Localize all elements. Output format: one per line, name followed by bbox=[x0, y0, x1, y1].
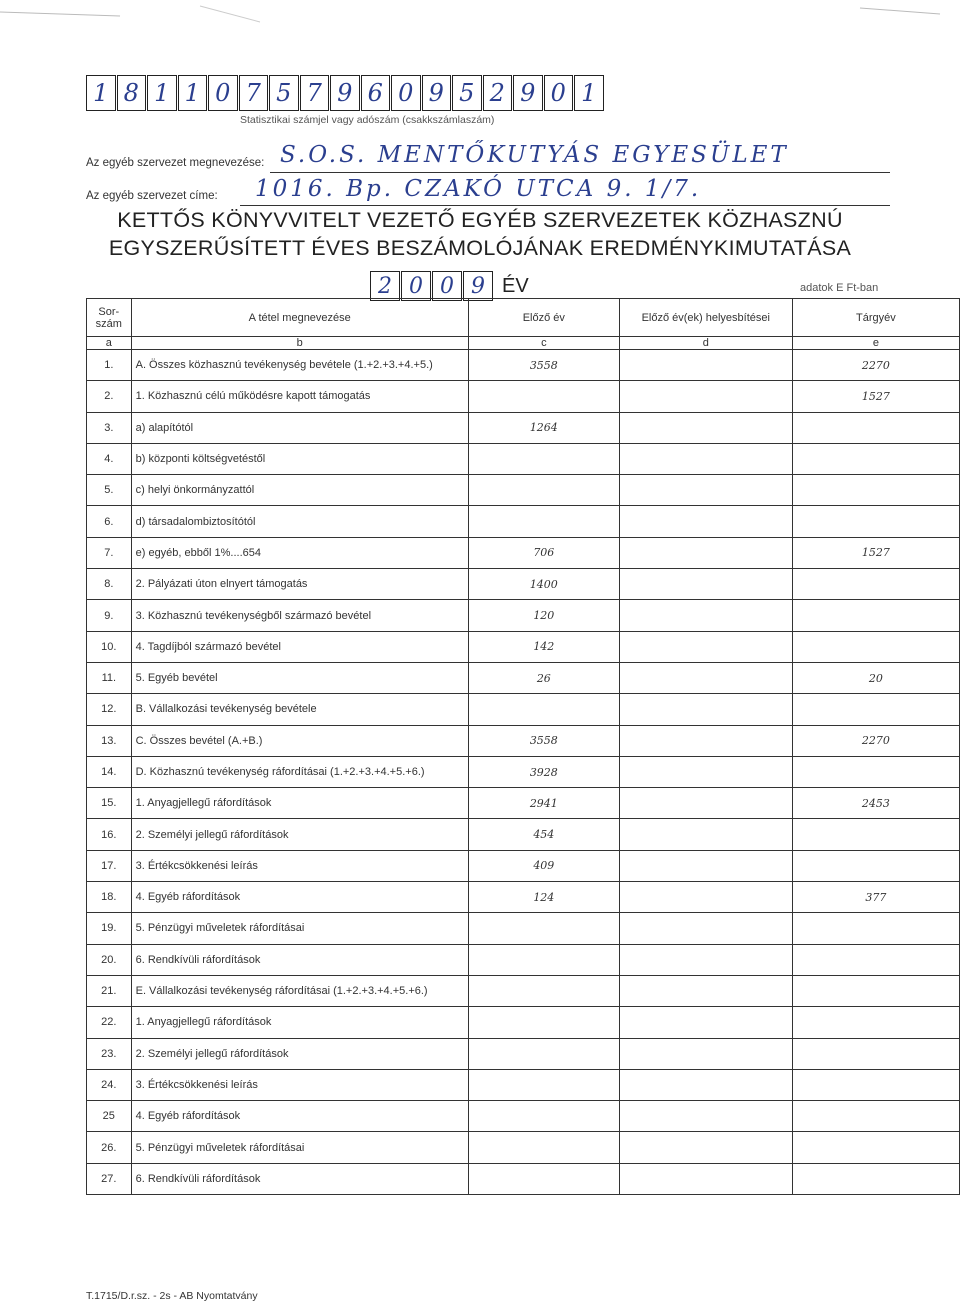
row-number: 8. bbox=[87, 569, 132, 600]
cell-correction[interactable] bbox=[619, 850, 792, 881]
cell-current-year[interactable] bbox=[792, 443, 959, 474]
table-row bbox=[87, 725, 960, 756]
table-row bbox=[87, 819, 960, 850]
cell-prev-year[interactable]: 2941 bbox=[468, 788, 619, 819]
cell-prev-year[interactable] bbox=[468, 913, 619, 944]
stat-id-digit[interactable]: 0 bbox=[544, 75, 574, 111]
table-row bbox=[87, 569, 960, 600]
year-digit[interactable]: 0 bbox=[432, 271, 462, 301]
table-row bbox=[87, 412, 960, 443]
row-label: 3. Közhasznú tevékenységből származó bevétel bbox=[131, 600, 468, 631]
cell-correction[interactable] bbox=[619, 381, 792, 412]
cell-correction[interactable] bbox=[619, 1007, 792, 1038]
table-row bbox=[87, 381, 960, 412]
row-number: 14. bbox=[87, 756, 132, 787]
table-row bbox=[87, 631, 960, 662]
table-row bbox=[87, 882, 960, 913]
cell-correction[interactable] bbox=[619, 944, 792, 975]
col-header-helyesbites: Előző év(ek) helyesbítései bbox=[619, 299, 792, 337]
row-number: 1. bbox=[87, 350, 132, 381]
cell-prev-year[interactable]: 706 bbox=[468, 537, 619, 568]
row-label: 5. Pénzügyi műveletek ráfordításai bbox=[131, 913, 468, 944]
stat-id-digit[interactable]: 1 bbox=[86, 75, 116, 111]
cell-current-year[interactable] bbox=[792, 631, 959, 662]
stat-id-digit[interactable]: 8 bbox=[117, 75, 147, 111]
org-name-line bbox=[270, 172, 890, 173]
col-letter-c: c bbox=[468, 337, 619, 350]
cell-correction[interactable] bbox=[619, 443, 792, 474]
table-row bbox=[87, 913, 960, 944]
cell-prev-year[interactable]: 3558 bbox=[468, 725, 619, 756]
stat-id-digit[interactable]: 6 bbox=[361, 75, 391, 111]
row-label: 2. Személyi jellegű ráfordítások bbox=[131, 819, 468, 850]
cell-prev-year[interactable] bbox=[468, 1163, 619, 1194]
row-number: 5. bbox=[87, 475, 132, 506]
stat-id-digit[interactable]: 9 bbox=[330, 75, 360, 111]
cell-prev-year[interactable] bbox=[468, 1101, 619, 1132]
cell-correction[interactable] bbox=[619, 662, 792, 693]
col-letter-b: b bbox=[131, 337, 468, 350]
stat-id-boxes bbox=[86, 75, 605, 111]
cell-correction[interactable] bbox=[619, 1101, 792, 1132]
cell-current-year[interactable]: 2453 bbox=[792, 788, 959, 819]
table-row bbox=[87, 1101, 960, 1132]
cell-correction[interactable] bbox=[619, 788, 792, 819]
cell-prev-year[interactable]: 1264 bbox=[468, 412, 619, 443]
col-header-elozo: Előző év bbox=[468, 299, 619, 337]
unit-note: adatok E Ft-ban bbox=[800, 282, 879, 294]
cell-prev-year[interactable] bbox=[468, 975, 619, 1006]
cell-current-year[interactable] bbox=[792, 850, 959, 881]
table-row bbox=[87, 694, 960, 725]
row-label: C. Összes bevétel (A.+B.) bbox=[131, 725, 468, 756]
cell-prev-year[interactable] bbox=[468, 1038, 619, 1069]
table-row bbox=[87, 975, 960, 1006]
row-number: 2. bbox=[87, 381, 132, 412]
cell-prev-year[interactable]: 3558 bbox=[468, 350, 619, 381]
cell-correction[interactable] bbox=[619, 756, 792, 787]
cell-correction[interactable] bbox=[619, 600, 792, 631]
row-number: 21. bbox=[87, 975, 132, 1006]
table-row bbox=[87, 1069, 960, 1100]
org-address-label: Az egyéb szervezet címe: bbox=[86, 190, 218, 202]
cell-correction[interactable] bbox=[619, 1038, 792, 1069]
cell-current-year[interactable]: 377 bbox=[792, 882, 959, 913]
cell-correction[interactable] bbox=[619, 506, 792, 537]
cell-correction[interactable] bbox=[619, 412, 792, 443]
cell-correction[interactable] bbox=[619, 1132, 792, 1163]
row-label: 4. Tagdíjból származó bevétel bbox=[131, 631, 468, 662]
row-number: 22. bbox=[87, 1007, 132, 1038]
cell-prev-year[interactable] bbox=[468, 1069, 619, 1100]
col-letter-e: e bbox=[792, 337, 959, 350]
row-label: 1. Anyagjellegű ráfordítások bbox=[131, 788, 468, 819]
cell-current-year[interactable] bbox=[792, 975, 959, 1006]
cell-correction[interactable] bbox=[619, 350, 792, 381]
row-label: E. Vállalkozási tevékenység ráfordításai (1.+2.+3.+4.+5.+6.) bbox=[131, 975, 468, 1006]
row-label: 2. Személyi jellegű ráfordítások bbox=[131, 1038, 468, 1069]
cell-prev-year[interactable] bbox=[468, 1007, 619, 1038]
cell-current-year[interactable] bbox=[792, 1038, 959, 1069]
row-number: 11. bbox=[87, 662, 132, 693]
table-row bbox=[87, 537, 960, 568]
cell-correction[interactable] bbox=[619, 975, 792, 1006]
cell-current-year[interactable] bbox=[792, 600, 959, 631]
cell-correction[interactable] bbox=[619, 819, 792, 850]
row-number: 24. bbox=[87, 1069, 132, 1100]
cell-current-year[interactable]: 2270 bbox=[792, 350, 959, 381]
cell-prev-year[interactable] bbox=[468, 694, 619, 725]
cell-current-year[interactable] bbox=[792, 694, 959, 725]
row-label: 1. Anyagjellegű ráfordítások bbox=[131, 1007, 468, 1038]
table-row bbox=[87, 788, 960, 819]
cell-prev-year[interactable]: 1400 bbox=[468, 569, 619, 600]
cell-current-year[interactable] bbox=[792, 913, 959, 944]
row-label: 5. Egyéb bevétel bbox=[131, 662, 468, 693]
cell-current-year[interactable] bbox=[792, 1007, 959, 1038]
table-row bbox=[87, 944, 960, 975]
row-number: 26. bbox=[87, 1132, 132, 1163]
row-number: 25 bbox=[87, 1101, 132, 1132]
table-row bbox=[87, 1163, 960, 1194]
scan-artifact bbox=[0, 0, 960, 40]
stat-id-digit[interactable]: 5 bbox=[452, 75, 482, 111]
stat-id-digit[interactable]: 1 bbox=[147, 75, 177, 111]
row-label: 2. Pályázati úton elnyert támogatás bbox=[131, 569, 468, 600]
row-label: 1. Közhasznú célú működésre kapott támogatás bbox=[131, 381, 468, 412]
table-row bbox=[87, 443, 960, 474]
col-header-sorszam: Sor-szám bbox=[87, 299, 132, 337]
org-name-label: Az egyéb szervezet megnevezése: bbox=[86, 157, 265, 169]
form-footer: T.1715/D.r.sz. - 2s - AB Nyomtatvány bbox=[86, 1290, 258, 1302]
cell-correction[interactable] bbox=[619, 1163, 792, 1194]
row-number: 16. bbox=[87, 819, 132, 850]
stat-id-digit[interactable]: 7 bbox=[239, 75, 269, 111]
table-row bbox=[87, 475, 960, 506]
stat-id-digit[interactable]: 0 bbox=[391, 75, 421, 111]
table-row bbox=[87, 850, 960, 881]
stat-id-digit[interactable]: 5 bbox=[269, 75, 299, 111]
cell-prev-year[interactable]: 454 bbox=[468, 819, 619, 850]
table-row bbox=[87, 600, 960, 631]
cell-current-year[interactable] bbox=[792, 944, 959, 975]
org-address-value[interactable]: 1016. Bp. CZAKÓ UTCA 9. 1/7. bbox=[255, 176, 702, 202]
row-number: 12. bbox=[87, 694, 132, 725]
row-number: 18. bbox=[87, 882, 132, 913]
year-digit[interactable]: 0 bbox=[401, 271, 431, 301]
cell-prev-year[interactable] bbox=[468, 1132, 619, 1163]
form-title-line1: KETTŐS KÖNYVVITELT VEZETŐ EGYÉB SZERVEZETEK KÖZHASZNÚ bbox=[117, 208, 843, 232]
year-digit[interactable]: 2 bbox=[370, 271, 400, 301]
cell-correction[interactable] bbox=[619, 882, 792, 913]
row-label: 4. Egyéb ráfordítások bbox=[131, 1101, 468, 1132]
stat-id-digit[interactable]: 2 bbox=[483, 75, 513, 111]
row-number: 23. bbox=[87, 1038, 132, 1069]
income-statement-table bbox=[86, 298, 960, 1195]
cell-current-year[interactable]: 2270 bbox=[792, 725, 959, 756]
stat-id-digit[interactable]: 1 bbox=[178, 75, 208, 111]
row-label: D. Közhasznú tevékenység ráfordításai (1.+2.+3.+4.+5.+6.) bbox=[131, 756, 468, 787]
row-number: 17. bbox=[87, 850, 132, 881]
cell-correction[interactable] bbox=[619, 569, 792, 600]
cell-prev-year[interactable] bbox=[468, 443, 619, 474]
cell-current-year[interactable] bbox=[792, 412, 959, 443]
table-row bbox=[87, 350, 960, 381]
cell-current-year[interactable] bbox=[792, 475, 959, 506]
col-header-megnevezes: A tétel megnevezése bbox=[131, 299, 468, 337]
table-row bbox=[87, 662, 960, 693]
cell-prev-year[interactable] bbox=[468, 506, 619, 537]
year-digit[interactable]: 9 bbox=[463, 271, 493, 301]
cell-correction[interactable] bbox=[619, 725, 792, 756]
row-number: 3. bbox=[87, 412, 132, 443]
cell-current-year[interactable]: 1527 bbox=[792, 537, 959, 568]
cell-current-year[interactable] bbox=[792, 1163, 959, 1194]
row-number: 7. bbox=[87, 537, 132, 568]
row-label: 4. Egyéb ráfordítások bbox=[131, 882, 468, 913]
cell-prev-year[interactable]: 142 bbox=[468, 631, 619, 662]
org-address-line bbox=[240, 205, 890, 206]
row-label: 6. Rendkívüli ráfordítások bbox=[131, 1163, 468, 1194]
cell-prev-year[interactable]: 409 bbox=[468, 850, 619, 881]
row-label: e) egyéb, ebből 1%....654 bbox=[131, 537, 468, 568]
table-row bbox=[87, 506, 960, 537]
cell-current-year[interactable] bbox=[792, 1101, 959, 1132]
row-label: 3. Értékcsökkenési leírás bbox=[131, 1069, 468, 1100]
cell-correction[interactable] bbox=[619, 475, 792, 506]
stat-id-digit[interactable]: 7 bbox=[300, 75, 330, 111]
row-number: 27. bbox=[87, 1163, 132, 1194]
row-label: b) központi költségvetéstől bbox=[131, 443, 468, 474]
stat-id-digit[interactable]: 1 bbox=[574, 75, 604, 111]
row-number: 4. bbox=[87, 443, 132, 474]
cell-correction[interactable] bbox=[619, 537, 792, 568]
cell-current-year[interactable]: 1527 bbox=[792, 381, 959, 412]
table-row bbox=[87, 1038, 960, 1069]
row-number: 15. bbox=[87, 788, 132, 819]
cell-current-year[interactable] bbox=[792, 569, 959, 600]
cell-prev-year[interactable]: 124 bbox=[468, 882, 619, 913]
col-letter-a: a bbox=[87, 337, 132, 350]
year-field bbox=[370, 271, 529, 301]
cell-current-year[interactable]: 20 bbox=[792, 662, 959, 693]
row-number: 6. bbox=[87, 506, 132, 537]
stat-id-digit[interactable]: 9 bbox=[422, 75, 452, 111]
col-letter-d: d bbox=[619, 337, 792, 350]
row-label: c) helyi önkormányzattól bbox=[131, 475, 468, 506]
row-number: 19. bbox=[87, 913, 132, 944]
row-label: d) társadalombiztosítótól bbox=[131, 506, 468, 537]
table-row bbox=[87, 756, 960, 787]
cell-correction[interactable] bbox=[619, 694, 792, 725]
row-label: A. Összes közhasznú tevékenység bevétele (1.+2.+3.+4.+5.) bbox=[131, 350, 468, 381]
cell-correction[interactable] bbox=[619, 631, 792, 662]
row-label: 3. Értékcsökkenési leírás bbox=[131, 850, 468, 881]
row-label: 5. Pénzügyi műveletek ráfordításai bbox=[131, 1132, 468, 1163]
row-number: 13. bbox=[87, 725, 132, 756]
table-row bbox=[87, 1007, 960, 1038]
stat-id-caption: Statisztikai számjel vagy adószám (csakkszámlaszám) bbox=[240, 114, 495, 126]
stat-id-digit[interactable]: 0 bbox=[208, 75, 238, 111]
cell-prev-year[interactable]: 26 bbox=[468, 662, 619, 693]
year-suffix: ÉV bbox=[502, 274, 529, 297]
row-number: 20. bbox=[87, 944, 132, 975]
cell-current-year[interactable] bbox=[792, 1069, 959, 1100]
cell-current-year[interactable] bbox=[792, 506, 959, 537]
row-label: a) alapítótól bbox=[131, 412, 468, 443]
col-header-targyev: Tárgyév bbox=[792, 299, 959, 337]
org-name-value[interactable]: S.O.S. MENTŐKUTYÁS EGYESÜLET bbox=[280, 142, 789, 168]
stat-id-digit[interactable]: 9 bbox=[513, 75, 543, 111]
cell-prev-year[interactable] bbox=[468, 475, 619, 506]
cell-correction[interactable] bbox=[619, 1069, 792, 1100]
row-number: 9. bbox=[87, 600, 132, 631]
cell-correction[interactable] bbox=[619, 913, 792, 944]
row-label: B. Vállalkozási tevékenység bevétele bbox=[131, 694, 468, 725]
cell-prev-year[interactable] bbox=[468, 944, 619, 975]
cell-current-year[interactable] bbox=[792, 1132, 959, 1163]
cell-prev-year[interactable]: 120 bbox=[468, 600, 619, 631]
cell-current-year[interactable] bbox=[792, 756, 959, 787]
form-title-line2: EGYSZERŰSÍTETT ÉVES BESZÁMOLÓJÁNAK EREDMÉNYKIMUTATÁSA bbox=[108, 236, 852, 260]
cell-prev-year[interactable]: 3928 bbox=[468, 756, 619, 787]
table-row bbox=[87, 1132, 960, 1163]
row-number: 10. bbox=[87, 631, 132, 662]
cell-prev-year[interactable] bbox=[468, 381, 619, 412]
cell-current-year[interactable] bbox=[792, 819, 959, 850]
row-label: 6. Rendkívüli ráfordítások bbox=[131, 944, 468, 975]
